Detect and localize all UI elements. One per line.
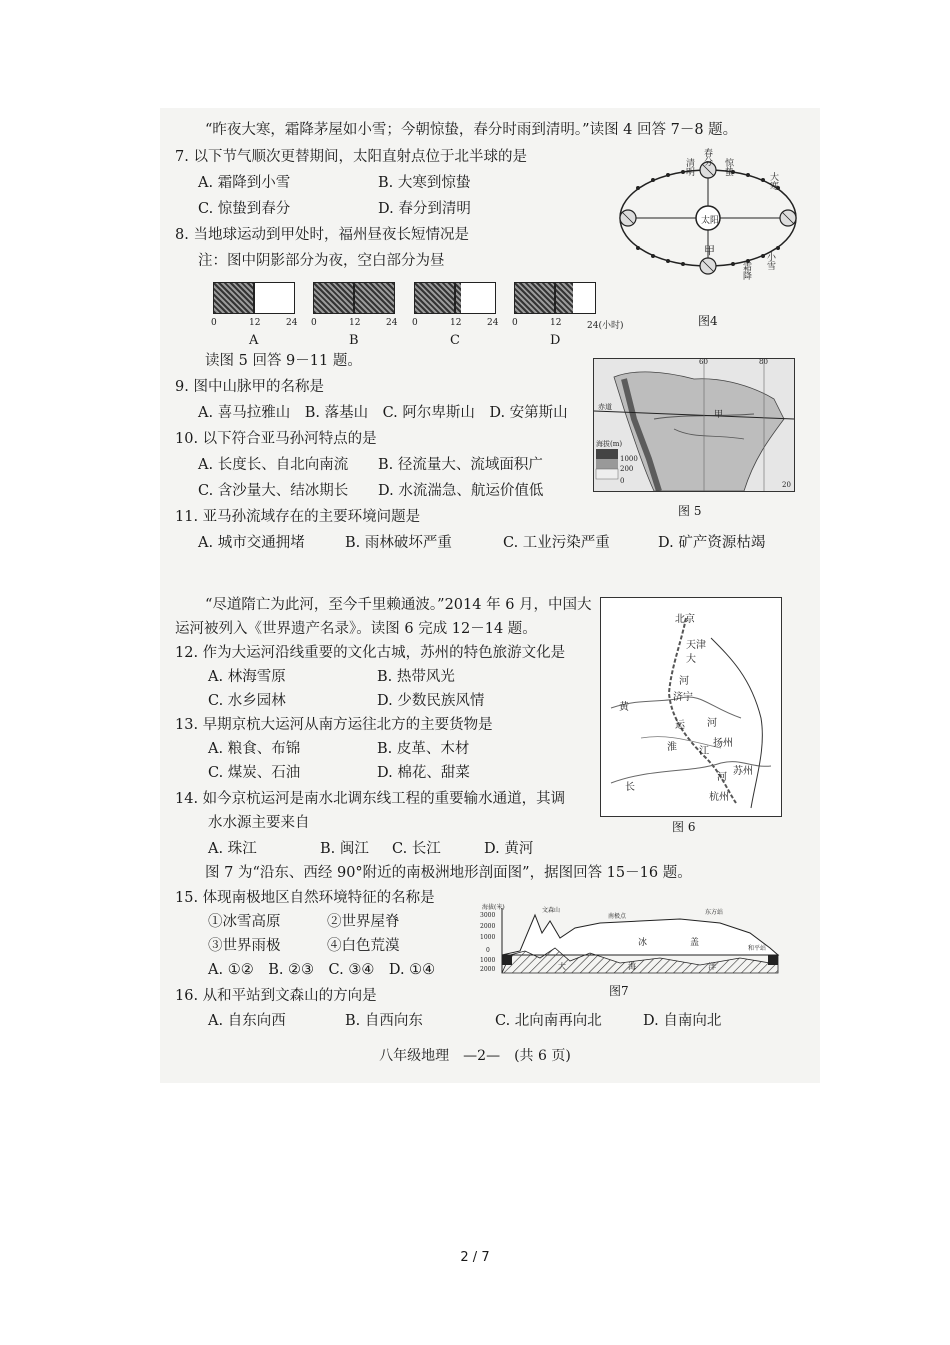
page-footer: 八年级地理 —2— (共 6 页) — [379, 1048, 571, 1064]
bar-option-letter: A — [249, 333, 259, 348]
q8-note: 注：图中阴影部分为夜，空白部分为昼 — [198, 253, 445, 269]
q13-option-a: A. 粮食、布锦 — [208, 741, 301, 757]
intro-12-14-line1: “尽道隋亡为此河，至今千里赖通波。”2014 年 6 月，中国大 — [205, 597, 592, 613]
q12-option-d: D. 少数民族风情 — [377, 693, 485, 709]
fig7-ylabel: 海拔(米) — [482, 904, 505, 911]
fig6-yun: 运 — [675, 720, 685, 731]
bar-option-letter: B — [349, 333, 359, 348]
fig6-he2: 河 — [707, 718, 717, 729]
q16-option-c: C. 北向南再向北 — [495, 1013, 602, 1029]
bar-tick-0: 0 — [512, 318, 518, 328]
bar-tick-24: 24(小时) — [587, 321, 624, 331]
fig5-legend-title: 海拔(m) — [596, 440, 623, 448]
question-14-stem-line2: 水水源主要来自 — [208, 815, 310, 831]
intro-12-14-line2: 运河被列入《世界遗产名录》。读图 6 完成 12－14 题。 — [175, 621, 537, 637]
noon-divider — [353, 283, 355, 313]
q10-option-b: B. 径流量大、流域面积广 — [378, 457, 543, 473]
q13-option-b: B. 皮革、木材 — [377, 741, 470, 757]
bar-option-letter: D — [550, 333, 561, 348]
fig5-legend-0: 0 — [620, 477, 625, 485]
figure-6-grand-canal-map — [600, 597, 782, 817]
bar-option-letter: C — [450, 333, 460, 348]
fig6-beijing: 北京 — [675, 614, 695, 625]
fig7-y1000: 1000 — [480, 934, 496, 941]
q11-option-b: B. 雨林破坏严重 — [345, 535, 452, 551]
q10-option-a: A. 长度长、自北向南流 — [198, 457, 349, 473]
fig5-legend-200: 200 — [620, 465, 634, 473]
huai-river — [641, 737, 721, 748]
q14-option-c: C. 长江 — [392, 841, 441, 857]
fig4-xiaoxue: 小雪 — [765, 252, 775, 270]
day-night-bar-d — [514, 282, 596, 314]
figure-4-caption: 图4 — [698, 314, 718, 328]
fig5-lon-60: 60 — [699, 358, 708, 366]
question-9-stem: 9. 图中山脉甲的名称是 — [175, 379, 324, 395]
fig4-jingzhe: 惊蛰 — [723, 158, 733, 176]
q15-options: A. ①② B. ②③ C. ③④ D. ①④ — [208, 962, 436, 978]
fig7-hai: 海 — [628, 962, 636, 971]
q11-option-a: A. 城市交通拥堵 — [198, 535, 305, 551]
q14-option-d: D. 黄河 — [484, 841, 534, 857]
noon-divider — [454, 283, 456, 313]
fig4-shuangjiang: 霜降 — [741, 262, 751, 280]
day-night-bar-c — [414, 282, 496, 314]
fig7-bing: 冰 — [638, 938, 648, 948]
q10-option-c: C. 含沙量大、结冰期长 — [198, 483, 349, 499]
fig5-equator: 赤道 — [598, 403, 612, 411]
fig6-yangzhou: 扬州 — [713, 738, 733, 749]
bar-tick-0: 0 — [412, 318, 418, 328]
question-12-stem: 12. 作为大运河沿线重要的文化古城，苏州的特色旅游文化是 — [175, 645, 566, 661]
q11-option-d: D. 矿产资源枯竭 — [658, 535, 766, 551]
bar-tick-0: 0 — [311, 318, 317, 328]
fig6-jining: 济宁 — [673, 692, 693, 703]
fig7-ym1000: 1000 — [480, 957, 496, 964]
q12-option-b: B. 热带风光 — [377, 669, 455, 685]
q15-statement-1: ①冰雪高原 — [208, 914, 281, 930]
bar-tick-12: 12 — [249, 318, 261, 328]
bar-tick-12: 12 — [550, 318, 562, 328]
fig6-suzhou: 苏州 — [733, 766, 753, 777]
q10-option-d: D. 水流湍急、航运价值低 — [378, 483, 544, 499]
q13-option-c: C. 煤炭、石油 — [208, 765, 301, 781]
fig5-lat-20: 20 — [782, 481, 791, 489]
intro-7-8: “昨夜大寒，霜降茅屋如小雪；今朝惊蛰，春分时雨到清明。”读图 4 回答 7－8 题。 — [205, 122, 738, 138]
fig4-dahan: 大寒 — [768, 172, 778, 190]
q16-option-b: B. 自西向东 — [345, 1013, 423, 1029]
fig7-dongfang: 东方站 — [705, 909, 724, 916]
fig7-gai: 盖 — [690, 938, 700, 948]
q16-option-d: D. 自南向北 — [643, 1013, 722, 1029]
q14-option-b: B. 闽江 — [320, 841, 369, 857]
q7-option-a: A. 霜降到小雪 — [198, 175, 291, 191]
q9-options: A. 喜马拉雅山 B. 落基山 C. 阿尔卑斯山 D. 安第斯山 — [198, 405, 568, 421]
fig7-y2000: 2000 — [480, 923, 496, 930]
q16-option-a: A. 自东向西 — [208, 1013, 286, 1029]
q14-option-a: A. 珠江 — [208, 841, 257, 857]
fig7-y0: 0 — [486, 947, 490, 954]
fig7-ym2000: 2000 — [480, 966, 496, 973]
fig6-da: 大 — [686, 654, 696, 665]
q7-option-b: B. 大寒到惊蛰 — [378, 175, 471, 191]
fig6-he3: 河 — [717, 772, 727, 783]
fig7-y3000: 3000 — [480, 912, 496, 919]
intro-9-11: 读图 5 回答 9－11 题。 — [205, 353, 362, 369]
q12-option-c: C. 水乡园林 — [208, 693, 286, 709]
night-shading — [214, 283, 254, 313]
question-8-stem: 8. 当地球运动到甲处时，福州昼夜长短情况是 — [175, 227, 469, 243]
q12-option-a: A. 林海雪原 — [208, 669, 286, 685]
fig7-yang: 洋 — [708, 962, 716, 971]
q15-statement-3: ③世界雨极 — [208, 938, 281, 954]
bar-tick-12: 12 — [450, 318, 462, 328]
fig5-legend-1000: 1000 — [620, 455, 638, 463]
q15-statement-2: ②世界屋脊 — [327, 914, 400, 930]
q7-option-c: C. 惊蛰到春分 — [198, 201, 291, 217]
question-15-stem: 15. 体现南极地区自然环境特征的名称是 — [175, 890, 435, 906]
question-7-stem: 7. 以下节气顺次更替期间，太阳直射点位于北半球的是 — [175, 149, 527, 165]
q11-option-c: C. 工业污染严重 — [503, 535, 610, 551]
day-night-bar-a — [213, 282, 295, 314]
fig4-chunfen: 春分 — [702, 148, 712, 166]
fig7-nanji: 南极点 — [608, 913, 627, 920]
fig7-heping: 和平站 — [748, 945, 767, 952]
page-indicator: 2 / 7 — [460, 1250, 490, 1265]
figure-4-orbit-diagram — [608, 148, 818, 313]
bar-tick-24: 24 — [386, 318, 398, 328]
fig4-qingming: 清明 — [684, 158, 694, 176]
fig4-sun-label: 太阳 — [701, 216, 720, 226]
bar-tick-0: 0 — [211, 318, 217, 328]
fig4-jia-label: 甲 — [704, 244, 715, 257]
q7-option-d: D. 春分到清明 — [378, 201, 471, 217]
figure-5-map — [593, 358, 795, 492]
bar-tick-12: 12 — [349, 318, 361, 328]
bar-tick-24: 24 — [286, 318, 298, 328]
figure-6-caption: 图 6 — [672, 820, 696, 834]
question-16-stem: 16. 从和平站到文森山的方向是 — [175, 988, 377, 1004]
figure-5-caption: 图 5 — [678, 504, 702, 518]
figure-7-caption: 图7 — [609, 984, 629, 998]
fig6-tianjin: 天津 — [686, 640, 706, 651]
fig7-wensen: 文森山 — [542, 907, 561, 914]
fig6-chang: 长 — [625, 782, 635, 793]
fig6-huang: 黄 — [619, 702, 629, 713]
fig5-lon-80: 80 — [759, 358, 768, 366]
fig5-jia: 甲 — [714, 410, 724, 420]
figure-7-antarctic-profile — [480, 903, 780, 975]
bar-tick-24: 24 — [487, 318, 499, 328]
fig7-da: 大 — [558, 962, 566, 971]
question-11-stem: 11. 亚马孙流域存在的主要环境问题是 — [175, 509, 421, 525]
noon-divider — [554, 283, 556, 313]
q13-option-d: D. 棉花、甜菜 — [377, 765, 470, 781]
question-14-stem-line1: 14. 如今京杭运河是南水北调东线工程的重要输水通道，其调 — [175, 791, 566, 807]
fig6-huai: 淮 — [667, 742, 677, 753]
fig6-hangzhou: 杭州 — [709, 792, 729, 803]
question-13-stem: 13. 早期京杭大运河从南方运往北方的主要货物是 — [175, 717, 493, 733]
fig6-jiang: 江 — [699, 746, 709, 757]
q15-statement-4: ④白色荒漠 — [327, 938, 400, 954]
noon-divider — [253, 283, 255, 313]
fig6-he1: 河 — [679, 676, 689, 687]
night-shading — [515, 283, 573, 313]
intro-15-16: 图 7 为“沿东、西经 90°附近的南极洲地形剖面图”，据图回答 15－16 题。 — [205, 865, 692, 881]
question-10-stem: 10. 以下符合亚马孙河特点的是 — [175, 431, 377, 447]
day-night-bar-b — [313, 282, 395, 314]
